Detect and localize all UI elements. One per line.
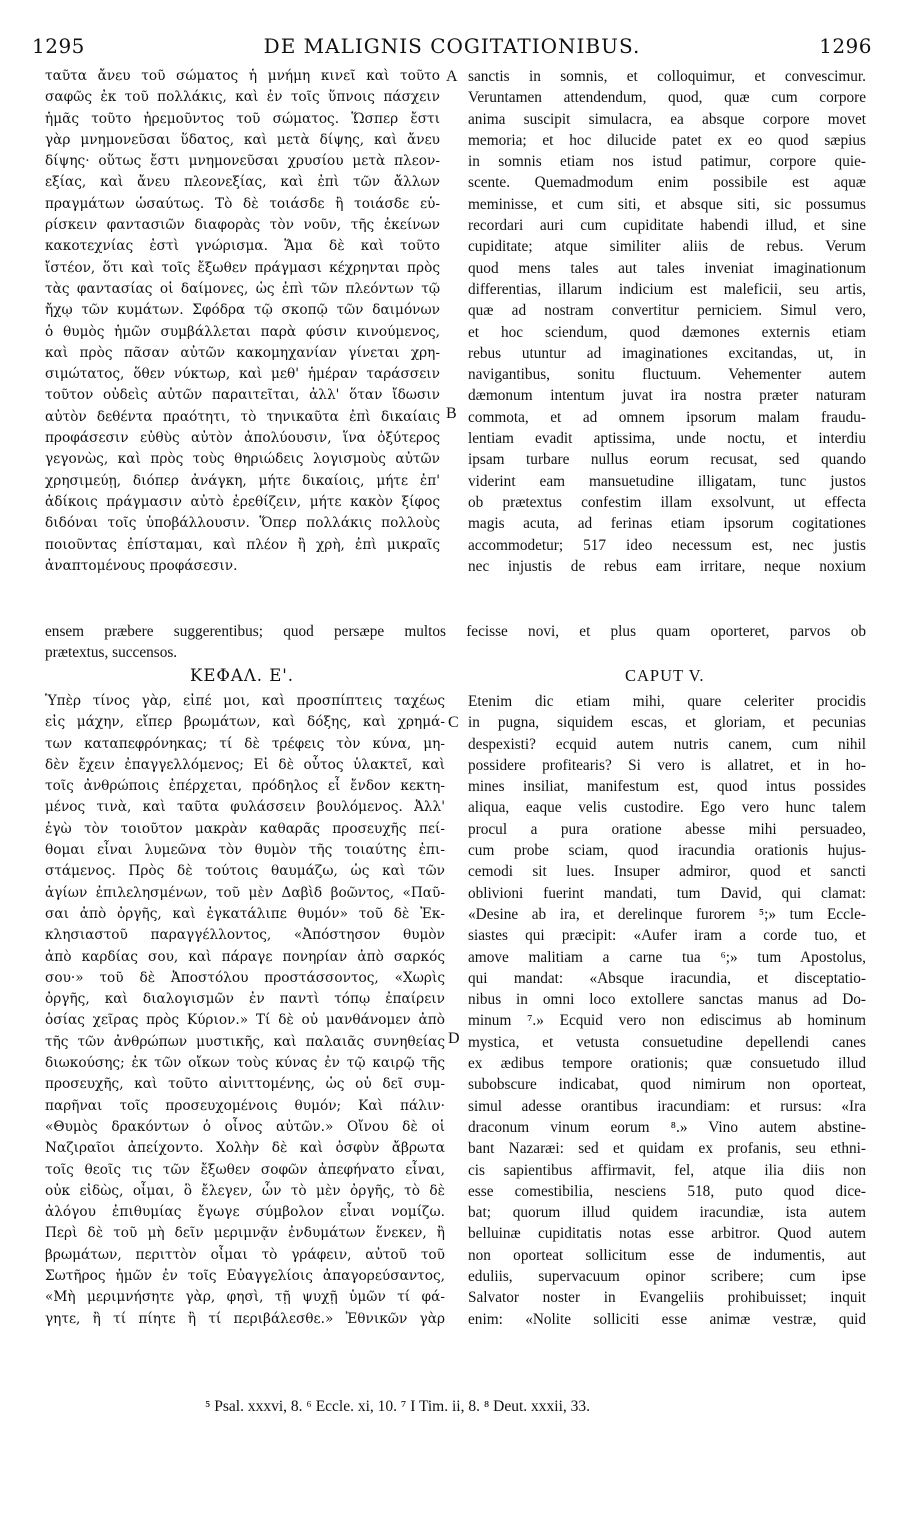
text-line: κλησιαστοῦ παραγγέλλοντος, «Ἀπόστησον θυμὸν bbox=[45, 927, 445, 944]
text-line: rebus utuntur ad imaginationes excitandas, ut, in bbox=[468, 344, 866, 362]
text-line: ex ædibus tempore orationis; quæ consuetudo illud bbox=[468, 1055, 866, 1073]
text-line: τοῖς ἀνθρώποις ἐπέρχεται, πρόδηλος εἶ ἔνδον κεκτη- bbox=[45, 778, 445, 795]
text-line: prætextus, succensos. bbox=[45, 644, 178, 662]
text-line: memoria; et hoc dilucide patet ex eo quod sæpius bbox=[468, 131, 866, 149]
text-line: dæmonum intentum juvat ira nostra præter naturam bbox=[468, 387, 866, 405]
text-line: eduliis, supervacuum opinor scribere; cum ipse bbox=[468, 1268, 866, 1286]
text-line: γὰρ μνημονεῦσαι ὕδατος, καὶ μετὰ δίψης, καὶ ἄνευ bbox=[45, 131, 440, 148]
text-line: possidere profitearis? Si vero is allatret, et in ho- bbox=[468, 756, 866, 774]
text-line: δίψης· οὕτως ἔστι μνημονεῦσαι χρυσίου μετὰ πλεον- bbox=[45, 153, 440, 170]
text-line: Ναζιραῖοι ἀπείχοντο. Χολὴν δὲ καὶ ὀσφὺν ἄβρωτα bbox=[45, 1140, 445, 1157]
text-line: viderint eam mansuetudine illigatam, tunc justos bbox=[468, 472, 866, 490]
text-line: enim: «Nolite solliciti esse animæ vestræ, quid bbox=[468, 1310, 866, 1328]
text-line: ὁσίας χεῖρας πρὸς Κύριον.» Τί δὲ οὐ μανθάνομεν ἀπὸ bbox=[45, 1012, 445, 1029]
margin-letter-d: D bbox=[448, 1030, 460, 1047]
text-line: ἐγὼ τὸν τοιοῦτον μακρὰν καθαρᾶς προσευχῆς πεί- bbox=[45, 820, 445, 837]
text-line: πραγμάτων ὡσαύτως. Τὸ δὲ τοιάσδε ἢ τοιάσδε εὑ- bbox=[45, 195, 440, 212]
text-line: διδόναι τοῖς ὑποβάλλουσιν. Ὅπερ πολλάκις πολλοὺς bbox=[45, 515, 440, 532]
text-line: quod mens tales aut tales inveniat imaginationum bbox=[468, 259, 866, 277]
text-line: mystica, et vetusta consuetudine depellendi canes bbox=[468, 1033, 866, 1051]
text-line: Veruntamen attendendum, quod, quæ cum corpore bbox=[468, 89, 866, 107]
text-line: meminisse, et cum siti, et absque siti, sic possumus bbox=[468, 195, 866, 213]
text-line: in pugna, siquidem escas, et gloriam, et pecunias bbox=[468, 714, 866, 732]
text-line: bant Nazaræi: sed et quidam ex profanis, seu ethni- bbox=[468, 1140, 866, 1158]
text-line: τῆς τῶν ἀνθρώπων μυστικῆς, καὶ παλαιᾶς συνηθείας bbox=[45, 1033, 445, 1050]
text-line: magis acuta, ad ferinas etiam ipsorum cogitationes bbox=[468, 515, 866, 533]
text-line: ἀπὸ καρδίας σου, καὶ πάραγε πονηρίαν ἀπὸ σαρκός bbox=[45, 948, 445, 965]
text-line: ensem præbere suggerentibus; quod persæpe multos fecisse novi, et plus quam oporteret, parvos ob bbox=[45, 623, 866, 640]
text-line: accommodetur; 517 ideo necessum est, nec justis bbox=[468, 536, 866, 554]
text-line: ταῦτα ἄνευ τοῦ σώματος ἡ μνήμη κινεῖ καὶ τοῦτο bbox=[45, 68, 440, 84]
text-line: στάμενος. Πρὸς δὲ τούτοις θαυμάζω, ὡς καὶ τῶν bbox=[45, 863, 445, 880]
text-line: cemodi sit lues. Insuper admiror, quod et sancti bbox=[468, 863, 866, 881]
text-line: ob prætextus confestim illam exsolvunt, ut effecta bbox=[468, 493, 866, 511]
margin-letter-b: B bbox=[446, 405, 457, 422]
text-line: δὲν ἔχειν ἐπαγγελλόμενος; Εἰ δὲ οὗτος ὑλακτεῖ, καὶ bbox=[45, 756, 445, 773]
text-line: differentias, illarum indicium est maleficii, seu artis, bbox=[468, 280, 866, 298]
text-line: procul a pura oratione abesse mihi persuadeo, bbox=[468, 820, 866, 838]
text-line: οὐκ εἰδὼς, οἶμαι, ὃ ἔλεγεν, ὧν τὸ μὲν ὀργῆς, τὸ δὲ bbox=[45, 1182, 445, 1199]
text-line: εἰς μάχην, εἴπερ βρωμάτων, καὶ δόξης, καὶ χρημά- bbox=[45, 714, 445, 731]
text-line: τοῦτον οὐδεὶς αὐτῶν παραιτεῖται, ἀλλ' ὅταν ἴδωσιν bbox=[45, 387, 440, 404]
text-line: εξίας, καὶ ἄνευ πλεονεξίας, καὶ ἐπὶ τῶν ἄλλων bbox=[45, 174, 440, 191]
text-line: cum probe sciam, quod iracundia orationis hujus- bbox=[468, 842, 866, 860]
text-line: μένος τινὰ, καὶ ταῦτα φυλάσσειν βουλόμενος. Ἀλλ' bbox=[45, 799, 445, 816]
text-line: Περὶ δὲ τοῦ μὴ δεῖν μεριμνᾷν ἐνδυμάτων ἕνεκεν, ἢ bbox=[45, 1225, 445, 1242]
text-line: nec injustis de rebus eam irritare, neque noxium bbox=[468, 557, 866, 575]
running-header bbox=[30, 34, 874, 62]
text-line: γητε, ἢ τί πίητε ἢ τί περιβάλεσθε.» Ἐθνικῶν γὰρ bbox=[45, 1310, 445, 1327]
text-line: Ὑπὲρ τίνος γὰρ, εἰπέ μοι, καὶ προσπίπτεις ταχέως bbox=[45, 693, 445, 709]
text-line: despexisti? ecquid autem nutris canem, cum nihil bbox=[468, 735, 866, 753]
text-line: sanctis in somnis, et colloquimur, et convescimur. bbox=[468, 68, 866, 85]
text-line: ἡμᾶς τοῦτο ἠρεμοῦντος τοῦ σώματος. Ὥσπερ ἔστι bbox=[45, 110, 440, 127]
text-line: προσευχῆς, καὶ τοῦτο αἰνιττομένης, ὡς οὐ δεῖ συμ- bbox=[45, 1076, 445, 1093]
text-line: belluinæ cupiditatis notas esse arbitror. Quod autem bbox=[468, 1225, 866, 1243]
text-line: κακοτεχνίας ἐστὶ γνώρισμα. Ἅμα δὲ καὶ τοῦτο bbox=[45, 238, 440, 255]
text-line: oblivioni fuerint mandati, tum David, qui clamat: bbox=[468, 884, 866, 902]
text-line: mines insiliat, manifestum est, quod intus possides bbox=[468, 778, 866, 796]
text-line: ἀλόγου ἐπιθυμίας ἔγωγε σύμβολον εἶναι νομίζω. bbox=[45, 1204, 445, 1221]
text-line: cis sapientibus affirmavit, fel, atque ilia diis non bbox=[468, 1161, 866, 1179]
text-line: recordari auri cum cupiditate habendi illud, et sine bbox=[468, 217, 866, 235]
text-line: παρῆναι τοῖς προσευχομένοις θυμόν; Καὶ πάλιν· bbox=[45, 1097, 445, 1114]
margin-letter-a: A bbox=[446, 68, 458, 85]
text-line: et hoc sciendum, quod dæmones externis etiam bbox=[468, 323, 866, 341]
text-line: Etenim dic etiam mihi, quare celeriter procidis bbox=[468, 693, 866, 710]
text-line: ipsam turbare nullus eorum recusat, sed quando bbox=[468, 451, 866, 469]
text-line: προφάσεσιν εὐθὺς αὐτὸν ἀπολύουσιν, ἵνα ὀξύτερος bbox=[45, 430, 440, 447]
text-line: commota, et ad omnem ipsorum malam fraudu- bbox=[468, 408, 866, 426]
text-line: «Desine ab ira, et derelinque furorem ⁵;» tum Eccle- bbox=[468, 905, 866, 923]
text-line: minum ⁷.» Ecquid vero non ediscimus ab hominum bbox=[468, 1012, 866, 1030]
greek-column-2 bbox=[45, 691, 445, 1330]
text-line: Salvator noster in Evangeliis prohibuisset; inquit bbox=[468, 1289, 866, 1307]
page-number-left: 1295 bbox=[32, 34, 85, 58]
text-line: διωκούσης; ἐκ τῶν οἴκων τοὺς κύνας ἐν τῷ καιρῷ τῆς bbox=[45, 1055, 445, 1072]
text-line: scente. Quemadmodum enim possibile est aquæ bbox=[468, 174, 866, 192]
text-line: simul adesse orantibus iracundiam: et rursus: «Ira bbox=[468, 1097, 866, 1115]
text-line: χρησιμεύῃ, διόπερ ἀνάγκη, μήτε δικαίοις, μήτε ἐπ' bbox=[45, 472, 440, 489]
text-line: non oporteat sollicitum esse de indumentis, aut bbox=[468, 1246, 866, 1264]
text-line: γεγονὼς, καὶ πρὸς τοὺς θηριώδεις λογισμοὺς αὐτῶν bbox=[45, 451, 440, 468]
text-line: ἀναπτομένους προφάσεσιν. bbox=[45, 557, 238, 574]
text-line: bat; quorum illud quidem iracundiæ, ista autem bbox=[468, 1204, 866, 1222]
text-line: σου·» τοῦ δὲ Ἀποστόλου προστάσσοντος, «Χωρὶς bbox=[45, 969, 445, 986]
text-line: ὀργῆς, καὶ διαλογισμῶν ἐν παντὶ τόπῳ ἐπαίρειν bbox=[45, 991, 445, 1008]
text-line: τὰς φαντασίας οἱ δαίμονες, ὡς ἐπὶ τῶν πλεόντων τῷ bbox=[45, 280, 440, 297]
text-line: θομαι εἶναι λυμεῶνα τὸν θυμὸν τῆς τοιαύτης ἐπι- bbox=[45, 842, 445, 859]
text-line: ποιοῦντας ἐπίσταμαι, καὶ πλέον ἢ χρὴ, ἐπὶ μικραῖς bbox=[45, 536, 440, 553]
text-line: αὐτὸν δεθέντα πραότητι, τὸ τηνικαῦτα ἐπὶ δικαίαις bbox=[45, 408, 440, 425]
page-number-right: 1296 bbox=[819, 34, 872, 58]
text-line: τοῖς θεοῖς τις τῶν ἔξωθεν σοφῶν ἀπεφήνατο εἶναι, bbox=[45, 1161, 445, 1178]
text-line: «Μὴ μεριμνήσητε γὰρ, φησὶ, τῇ ψυχῇ ὑμῶν τί φά- bbox=[45, 1289, 445, 1306]
text-line: esse comestibilia, nesciens 518, puto quod dice- bbox=[468, 1182, 866, 1200]
text-line: Σωτῆρος ἡμῶν ἐν τοῖς Εὐαγγελίοις ἀπαγορεύσαντος, bbox=[45, 1268, 445, 1285]
text-line: subobscure indicabat, quod nimirum non oporteat, bbox=[468, 1076, 866, 1094]
latin-column-1 bbox=[468, 66, 866, 577]
full-width-paragraph bbox=[45, 621, 866, 664]
text-line: ἤχῳ τῶν κυμάτων. Σφόδρα τῷ σκοπῷ τῶν δαιμόνων bbox=[45, 302, 440, 319]
text-line: ἁγίων ἐπιλελησμένων, τοῦ μὲν Δαβὶδ βοῶντος, «Παῦ- bbox=[45, 884, 445, 901]
greek-column-1 bbox=[45, 66, 440, 577]
text-line: ἀδίκοις πράγμασιν αὐτὸ ἐρεθίζειν, μήτε κακὸν ξίφος bbox=[45, 493, 440, 510]
running-title: DE MALIGNIS COGITATIONIBUS. bbox=[263, 34, 641, 58]
text-line: nibus in omni loco extollere sanctas manus ad Do- bbox=[468, 991, 866, 1009]
text-line: ἴστέον, ὅτι καὶ τοῖς ἔξωθεν πράγμασι κέχρηνται πρὸς bbox=[45, 259, 440, 276]
text-line: draconum vinum eorum ⁸.» Vino autem abstine- bbox=[468, 1118, 866, 1136]
footnotes: ⁵ Psal. xxxvi, 8. ⁶ Eccle. xi, 10. ⁷ I Tim. ii, 8. ⁸ Deut. xxxii, 33. bbox=[205, 1398, 591, 1415]
text-line: navigantibus, sonitu fluctuum. Vehementer autem bbox=[468, 366, 866, 384]
text-line: aliqua, eaque velis custodire. Ego vero hunc talem bbox=[468, 799, 866, 817]
text-line: καὶ πρὸς πᾶσαν αὐτῶν κακομηχανίαν γίνεται χρη- bbox=[45, 344, 440, 361]
latin-column-2 bbox=[468, 691, 866, 1330]
latin-chapter-heading: CAPUT V. bbox=[625, 666, 705, 685]
text-line: lentiam evadit aptissima, unde noctu, et interdiu bbox=[468, 430, 866, 448]
text-line: βρωμάτων, περιττὸν οἶμαι τὸ γράφειν, αὐτοῦ τοῦ bbox=[45, 1246, 445, 1263]
text-line: amove malitiam a carne tua ⁶;» tum Apostolus, bbox=[468, 948, 866, 966]
text-line: σαφῶς ἐκ τοῦ πολλάκις, καὶ ἐν τοῖς ὕπνοις πάσχειν bbox=[45, 89, 440, 106]
text-line: in somnis etiam nos istud patimur, corpore quie- bbox=[468, 153, 866, 171]
text-line: «Θυμὸς δρακόντων ὁ οἶνος αὐτῶν.» Οἴνου δὲ οἱ bbox=[45, 1118, 445, 1135]
text-line: siastes qui præcipit: «Aufer iram a corde tuo, et bbox=[468, 927, 866, 945]
text-line: anima suscipit simulacra, ea absque corpore movet bbox=[468, 110, 866, 128]
text-line: ὁ θυμὸς ἡμῶν συμβάλλεται παρὰ φύσιν κινούμενος, bbox=[45, 323, 440, 340]
text-line: των καταπεφρόνηκας; τί δὲ τρέφεις τὸν κύνα, μη- bbox=[45, 735, 445, 752]
greek-chapter-heading: ΚΕΦΑΛ. Ε'. bbox=[190, 666, 295, 685]
text-line: σαι ἀπὸ ὀργῆς, καὶ ἐγκατάλιπε θυμόν» τοῦ δὲ Ἐκ- bbox=[45, 905, 445, 922]
text-line: qui mandat: «Absque iracundia, et disceptatio- bbox=[468, 969, 866, 987]
text-line: ρίσκειν φαντασιῶν διαφορὰς τὸν νοῦν, τῆς ἐκείνων bbox=[45, 217, 440, 234]
text-line: σιμώτατος, ὅθεν νύκτωρ, καὶ μεθ' ἡμέραν ταράσσειν bbox=[45, 366, 440, 383]
text-line: quæ ad nostram convertitur perniciem. Simul vero, bbox=[468, 302, 866, 320]
text-line: cupiditate; atque similiter aliis de rebus. Verum bbox=[468, 238, 866, 256]
margin-letter-c: C bbox=[448, 714, 459, 731]
